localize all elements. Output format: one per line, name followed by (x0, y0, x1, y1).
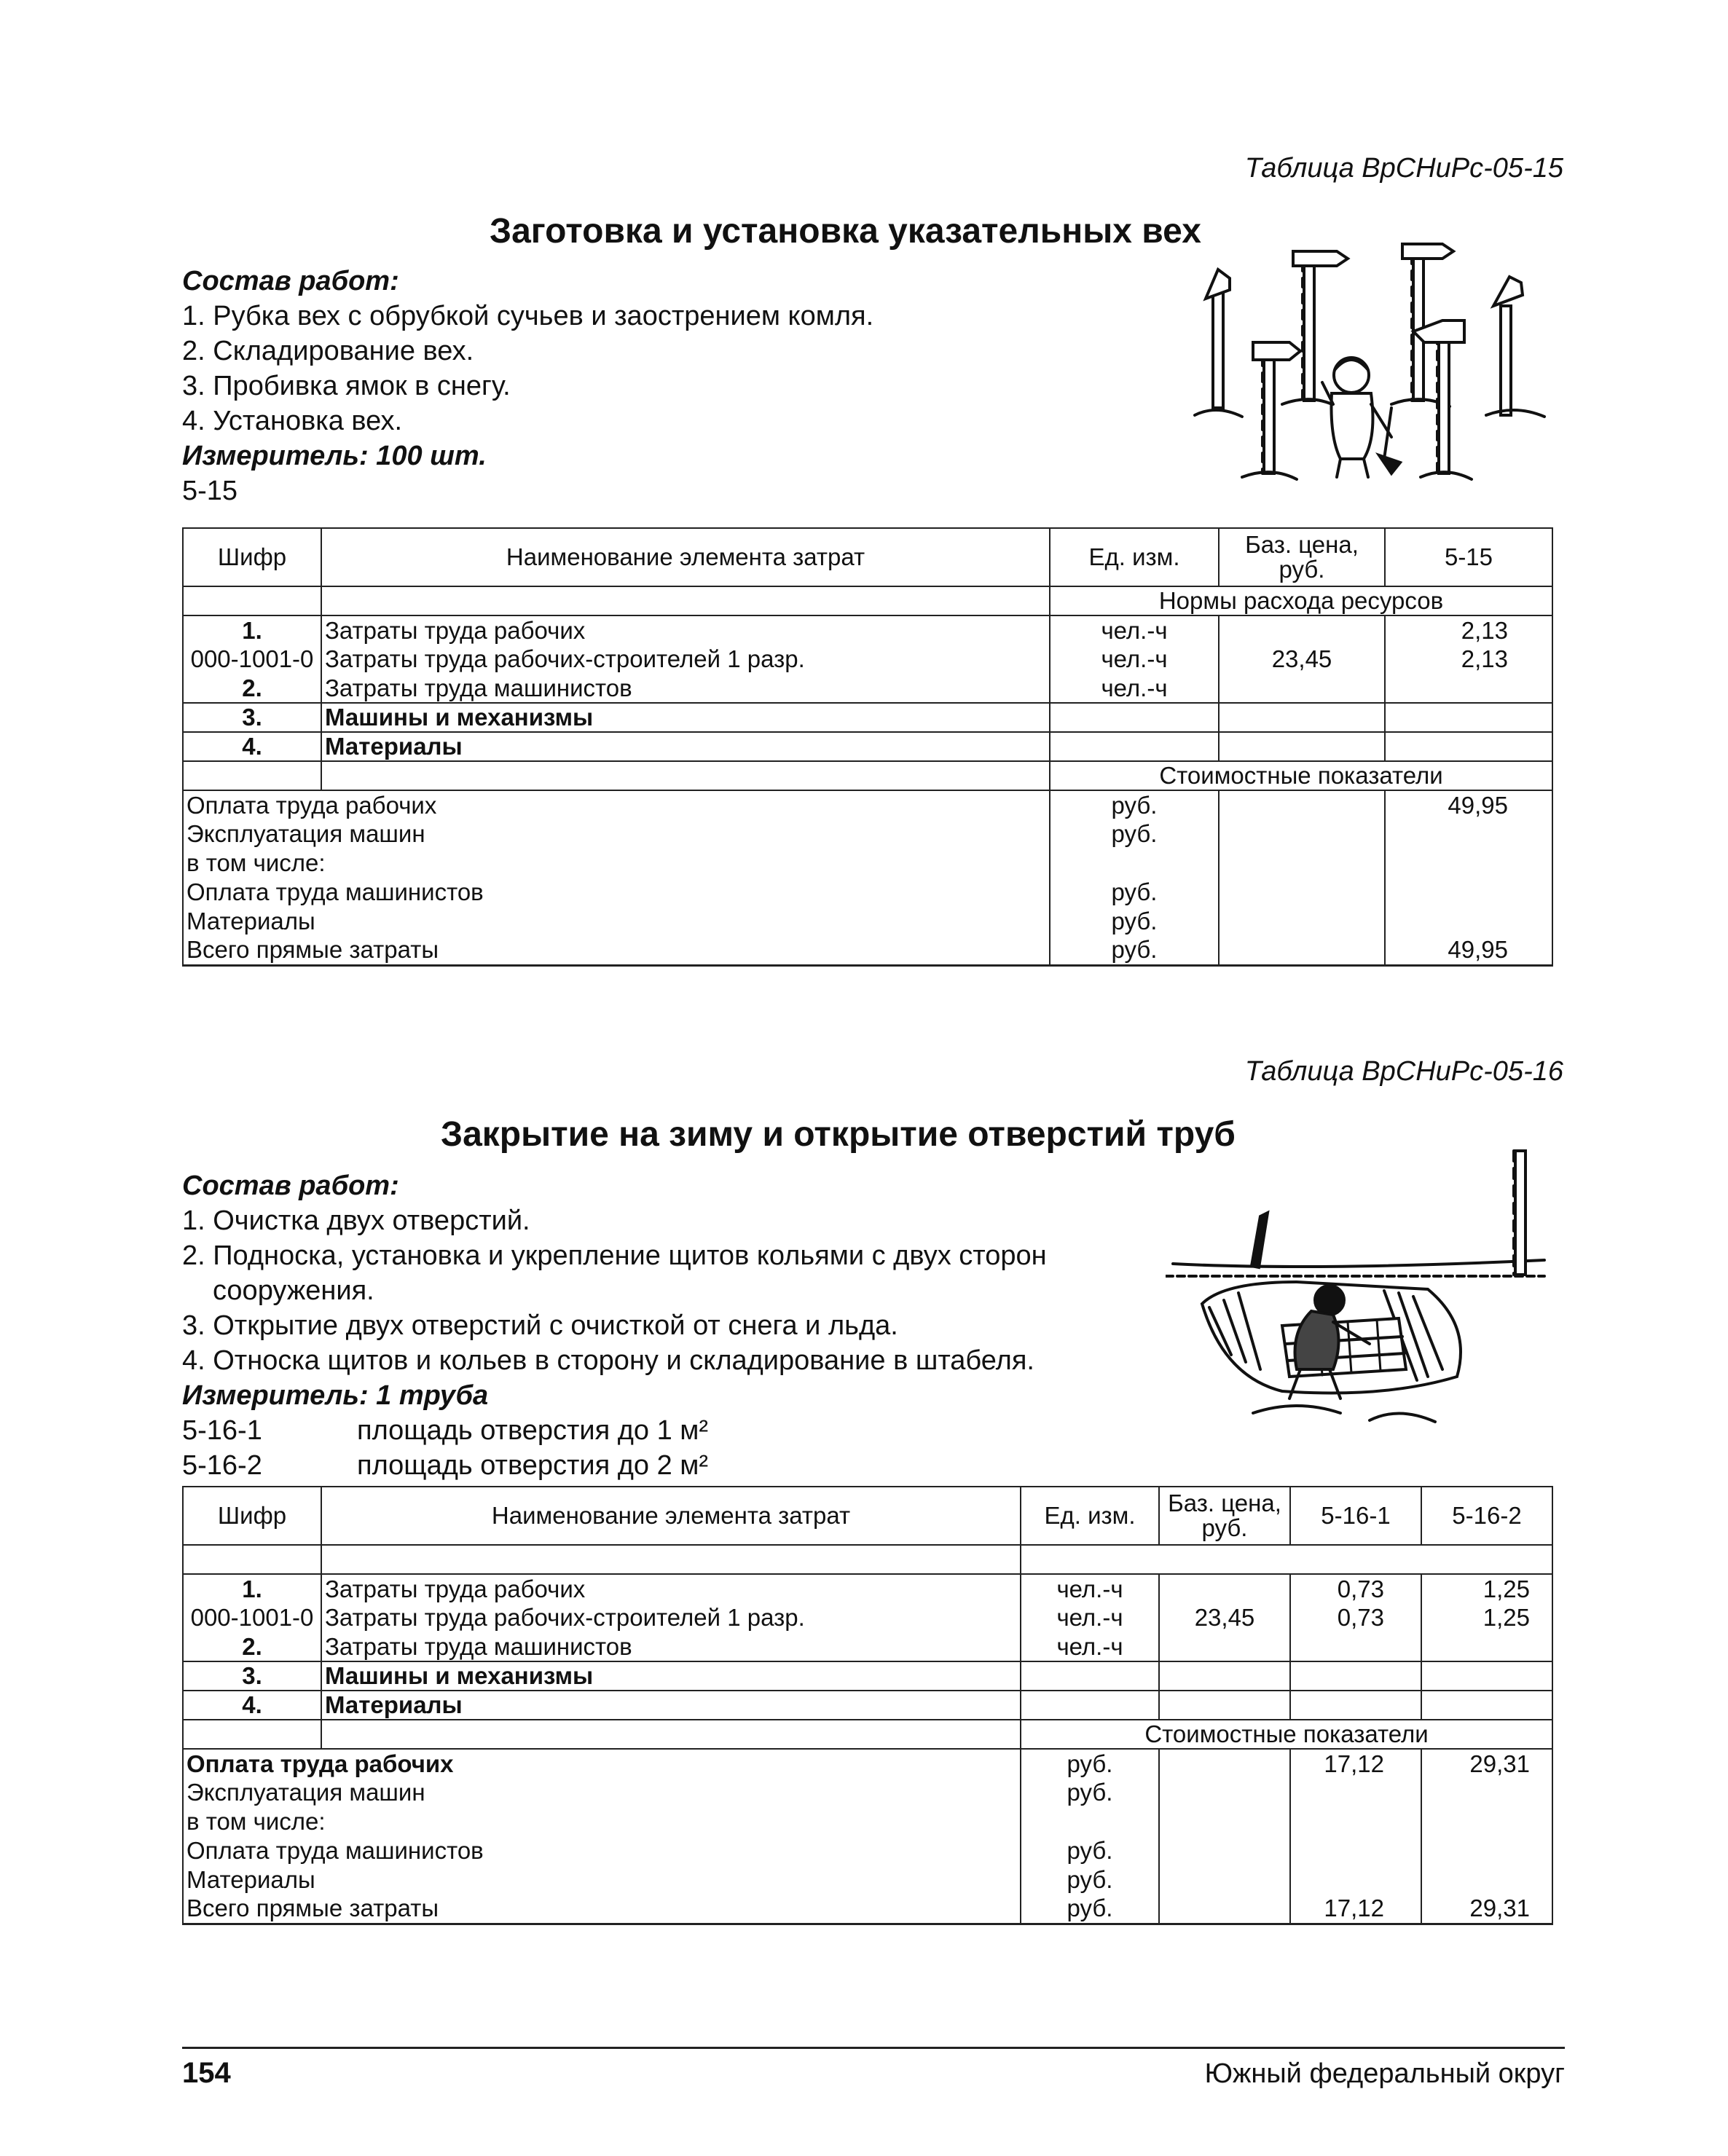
row-name: Материалы (321, 1691, 1021, 1720)
cost-row (183, 936, 1552, 965)
table-header-row (183, 1487, 1552, 1545)
cost-row (183, 1749, 1552, 1778)
cost-value (1385, 849, 1552, 878)
cost-value: 49,95 (1385, 936, 1552, 965)
work-item: 4. Относка щитов и кольев в сторону и складирование в штабеля. (182, 1345, 1034, 1376)
work-heading: Состав работ: (182, 1171, 399, 1201)
work-composition (182, 1168, 1047, 1483)
work-item: 2. Складирование вех. (182, 336, 474, 366)
work-heading: Состав работ: (182, 266, 399, 296)
code: 5-16-2 (182, 1450, 262, 1481)
cost-caption: Стоимостные показатели (1021, 1720, 1552, 1749)
header-unit: Ед. изм. (1021, 1487, 1159, 1545)
cost-value (1385, 878, 1552, 907)
pipe-opening-illustration (1166, 1136, 1559, 1479)
table-row (183, 732, 1552, 761)
cost-name: Эксплуатация машин (183, 1778, 1021, 1807)
row-value (1290, 1691, 1421, 1720)
header-col-5-16-1: 5-16-1 (1290, 1487, 1421, 1545)
row-price (1219, 703, 1385, 732)
row-name: Затраты труда машинистов (321, 1632, 1021, 1661)
row-name: Машины и механизмы (321, 1661, 1021, 1691)
row-value: 1,25 (1421, 1603, 1552, 1632)
table-row (183, 674, 1552, 703)
row-code: 4. (183, 732, 321, 761)
row-price (1159, 1574, 1290, 1603)
table-row (183, 645, 1552, 674)
work-item: 1. Очистка двух отверстий. (182, 1205, 530, 1236)
cost-value (1421, 1865, 1552, 1895)
table-row (183, 615, 1552, 645)
header-code: Шифр (183, 1487, 321, 1545)
row-unit: чел.-ч (1021, 1632, 1159, 1661)
work-composition (182, 264, 873, 508)
row-price: 23,45 (1219, 645, 1385, 674)
row-value: 0,73 (1290, 1603, 1421, 1632)
row-name: Затраты труда рабочих-строителей 1 разр. (321, 1603, 1021, 1632)
cost-unit: руб. (1050, 878, 1219, 907)
work-item: 3. Пробивка ямок в снегу. (182, 371, 511, 401)
cost-value: 29,31 (1421, 1749, 1552, 1778)
row-name: Затраты труда рабочих (321, 615, 1050, 645)
row-code: 4. (183, 1691, 321, 1720)
work-item: сооружения. (213, 1275, 374, 1306)
cost-row (183, 878, 1552, 907)
cost-name: Оплата труда рабочих (183, 1749, 1021, 1778)
row-code: 2. (183, 1632, 321, 1661)
code-description: площадь отверстия до 2 м² (357, 1450, 709, 1481)
page-number: 154 (182, 2057, 231, 2089)
cost-caption: Стоимостные показатели (1050, 761, 1552, 790)
cost-row (183, 1865, 1552, 1895)
work-item: 3. Открытие двух отверстий с очисткой от снега и льда. (182, 1310, 898, 1341)
footer-divider (182, 2047, 1565, 2049)
cost-unit: руб. (1021, 1778, 1159, 1807)
row-code: 3. (183, 1661, 321, 1691)
cost-name: в том числе: (183, 1807, 1021, 1836)
cost-unit: руб. (1050, 790, 1219, 819)
cost-unit (1050, 849, 1219, 878)
table-label: Таблица ВрСНиРс-05-16 (1244, 1056, 1563, 1087)
cost-row (183, 819, 1552, 849)
row-name: Машины и механизмы (321, 703, 1050, 732)
row-value: 0,73 (1290, 1574, 1421, 1603)
row-price (1219, 674, 1385, 703)
cost-unit (1021, 1807, 1159, 1836)
cost-row (183, 849, 1552, 878)
work-item: 1. Рубка вех с обрубкой сучьев и заострением комля. (182, 301, 874, 331)
header-code: Шифр (183, 528, 321, 586)
row-unit: чел.-ч (1050, 674, 1219, 703)
row-name: Материалы (321, 732, 1050, 761)
header-unit: Ед. изм. (1050, 528, 1219, 586)
row-value (1421, 1661, 1552, 1691)
cost-unit: руб. (1050, 907, 1219, 936)
row-price (1159, 1661, 1290, 1691)
cost-value: 17,12 (1290, 1749, 1421, 1778)
norms-caption: Нормы расхода ресурсов (1050, 586, 1552, 615)
cost-unit: руб. (1050, 819, 1219, 849)
row-value (1290, 1632, 1421, 1661)
row-name: Затраты труда рабочих (321, 1574, 1021, 1603)
code-row (182, 1413, 1047, 1448)
row-value: 2,13 (1385, 645, 1552, 674)
cost-caption-row (183, 761, 1552, 790)
code-description: площадь отверстия до 1 м² (357, 1415, 709, 1446)
row-value (1290, 1661, 1421, 1691)
cost-name: Эксплуатация машин (183, 819, 1050, 849)
cost-value (1385, 907, 1552, 936)
row-code: 1. (183, 615, 321, 645)
cost-name: Всего прямые затраты (183, 936, 1050, 965)
cost-unit: руб. (1021, 1895, 1159, 1924)
cost-row (183, 790, 1552, 819)
table-row (183, 1603, 1552, 1632)
cost-name: Оплата труда машинистов (183, 1836, 1021, 1865)
cost-name: Оплата труда машинистов (183, 878, 1050, 907)
table-row (183, 1691, 1552, 1720)
cost-name: Всего прямые затраты (183, 1895, 1021, 1924)
row-unit: чел.-ч (1021, 1603, 1159, 1632)
cost-row (183, 1778, 1552, 1807)
row-code: 1. (183, 1574, 321, 1603)
region-name: Южный федеральный округ (1204, 2058, 1565, 2089)
code-row (182, 1448, 1047, 1483)
cost-row (183, 1836, 1552, 1865)
cost-row (183, 1807, 1552, 1836)
row-value: 2,13 (1385, 615, 1552, 645)
row-code: 2. (183, 674, 321, 703)
table-label: Таблица ВрСНиРс-05-15 (1244, 153, 1563, 184)
row-unit (1050, 703, 1219, 732)
row-unit (1050, 732, 1219, 761)
header-price: Баз. цена, руб. (1219, 528, 1385, 586)
table-row (183, 1574, 1552, 1603)
row-code: 000-1001-0 (183, 1603, 321, 1632)
header-name: Наименование элемента затрат (321, 1487, 1021, 1545)
cost-value (1290, 1778, 1421, 1807)
cost-value: 49,95 (1385, 790, 1552, 819)
row-value (1385, 732, 1552, 761)
row-unit: чел.-ч (1050, 615, 1219, 645)
measure-unit: Измеритель: 100 шт. (182, 441, 487, 471)
cost-value (1421, 1807, 1552, 1836)
row-unit (1021, 1691, 1159, 1720)
row-value (1385, 703, 1552, 732)
cost-value (1421, 1836, 1552, 1865)
row-unit: чел.-ч (1021, 1574, 1159, 1603)
cost-name: Материалы (183, 1865, 1021, 1895)
work-item: 2. Подноска, установка и укрепление щитов кольями с двух сторон (182, 1240, 1047, 1271)
cost-unit: руб. (1021, 1749, 1159, 1778)
row-price (1219, 615, 1385, 645)
row-value (1421, 1632, 1552, 1661)
work-item: 4. Установка вех. (182, 406, 403, 436)
cost-caption-row (183, 1720, 1552, 1749)
cost-name: в том числе: (183, 849, 1050, 878)
header-col-5-15: 5-15 (1385, 528, 1552, 586)
measure-unit: Измеритель: 1 труба (182, 1380, 489, 1411)
code: 5-16-1 (182, 1415, 262, 1446)
row-value (1385, 674, 1552, 703)
signposts-illustration (1173, 226, 1566, 503)
row-price: 23,45 (1159, 1603, 1290, 1632)
section-title: Закрытие на зиму и открытие отверстий труб (441, 1115, 1236, 1154)
cost-value: 29,31 (1421, 1895, 1552, 1924)
cost-unit: руб. (1021, 1836, 1159, 1865)
header-name: Наименование элемента затрат (321, 528, 1050, 586)
empty-caption-row (183, 1545, 1552, 1574)
cost-unit: руб. (1050, 936, 1219, 965)
cost-value (1421, 1778, 1552, 1807)
cost-row (183, 1895, 1552, 1924)
row-unit (1021, 1661, 1159, 1691)
cost-value (1290, 1836, 1421, 1865)
row-code: 3. (183, 703, 321, 732)
header-price: Баз. цена, руб. (1159, 1487, 1290, 1545)
row-name: Затраты труда рабочих-строителей 1 разр. (321, 645, 1050, 674)
row-value: 1,25 (1421, 1574, 1552, 1603)
cost-name: Оплата труда рабочих (183, 790, 1050, 819)
table-row (183, 703, 1552, 732)
cost-value: 17,12 (1290, 1895, 1421, 1924)
cost-value (1385, 819, 1552, 849)
cost-value (1290, 1807, 1421, 1836)
cost-name: Материалы (183, 907, 1050, 936)
norms-table-05-15 (182, 527, 1553, 967)
row-price (1219, 732, 1385, 761)
section-title: Заготовка и установка указательных вех (490, 212, 1201, 251)
table-row (183, 1661, 1552, 1691)
row-name: Затраты труда машинистов (321, 674, 1050, 703)
row-value (1421, 1691, 1552, 1720)
cost-unit: руб. (1021, 1865, 1159, 1895)
table-header-row (183, 528, 1552, 586)
cost-row (183, 907, 1552, 936)
norms-table-05-16 (182, 1486, 1553, 1925)
cost-value (1290, 1865, 1421, 1895)
row-unit: чел.-ч (1050, 645, 1219, 674)
row-price (1159, 1632, 1290, 1661)
table-code: 5-15 (182, 476, 238, 506)
row-price (1159, 1691, 1290, 1720)
header-col-5-16-2: 5-16-2 (1421, 1487, 1552, 1545)
norms-caption-row (183, 586, 1552, 615)
table-row (183, 1632, 1552, 1661)
row-code: 000-1001-0 (183, 645, 321, 674)
